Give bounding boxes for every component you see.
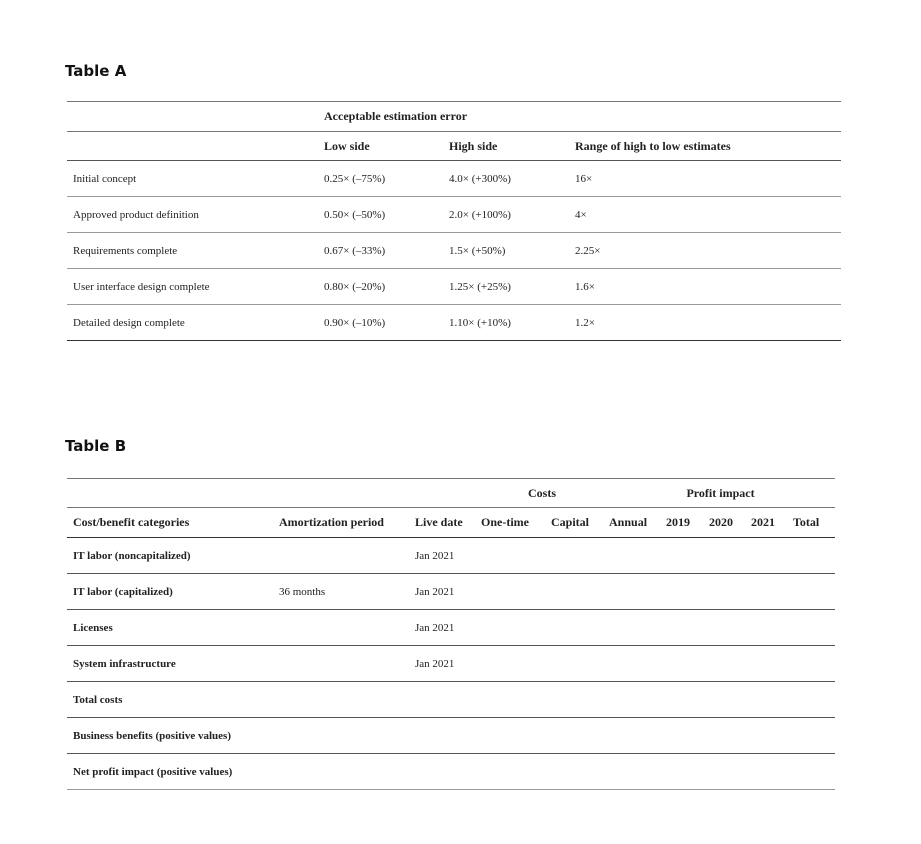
empty-cell bbox=[548, 610, 606, 646]
empty-cell bbox=[748, 610, 790, 646]
live-date-value: Jan 2021 bbox=[409, 610, 478, 646]
empty-cell bbox=[663, 610, 706, 646]
column-header-row bbox=[67, 508, 835, 538]
table-a-title: Table A bbox=[65, 62, 127, 80]
phase-label: Initial concept bbox=[67, 161, 318, 197]
empty-cell bbox=[478, 682, 548, 718]
profit-impact-header: Profit impact bbox=[606, 479, 835, 508]
amortization-value: 36 months bbox=[273, 574, 409, 610]
empty-cell bbox=[478, 646, 548, 682]
range-value: 1.6× bbox=[569, 269, 841, 305]
amortization-value bbox=[273, 682, 409, 718]
range-value: 16× bbox=[569, 161, 841, 197]
empty-header-cell bbox=[67, 479, 478, 508]
phase-label: User interface design complete bbox=[67, 269, 318, 305]
amortization-value bbox=[273, 718, 409, 754]
costs-header: Costs bbox=[478, 479, 606, 508]
amortization-value bbox=[273, 538, 409, 574]
empty-cell bbox=[606, 610, 663, 646]
empty-cell bbox=[706, 718, 748, 754]
column-header bbox=[67, 132, 318, 161]
category-label: Total costs bbox=[67, 682, 273, 718]
empty-cell bbox=[790, 682, 835, 718]
category-label: System infrastructure bbox=[67, 646, 273, 682]
empty-cell bbox=[748, 682, 790, 718]
table-row bbox=[67, 305, 841, 341]
empty-cell bbox=[548, 718, 606, 754]
empty-cell bbox=[748, 718, 790, 754]
amortization-value bbox=[273, 610, 409, 646]
low-value: 0.80× (–20%) bbox=[318, 269, 443, 305]
phase-label: Detailed design complete bbox=[67, 305, 318, 341]
amortization-value bbox=[273, 646, 409, 682]
low-value: 0.50× (–50%) bbox=[318, 197, 443, 233]
category-label: IT labor (capitalized) bbox=[67, 574, 273, 610]
annual-header: Annual bbox=[606, 508, 663, 538]
live-date-header: Live date bbox=[409, 508, 478, 538]
empty-cell bbox=[478, 610, 548, 646]
high-value: 2.0× (+100%) bbox=[443, 197, 569, 233]
live-date-value bbox=[409, 754, 478, 790]
empty-cell bbox=[790, 754, 835, 790]
live-date-value: Jan 2021 bbox=[409, 538, 478, 574]
empty-cell bbox=[790, 574, 835, 610]
low-side-header: Low side bbox=[318, 132, 443, 161]
empty-cell bbox=[606, 682, 663, 718]
table-row bbox=[67, 538, 835, 574]
empty-cell bbox=[663, 574, 706, 610]
table-row bbox=[67, 574, 835, 610]
group-header-row bbox=[67, 479, 835, 508]
high-value: 1.5× (+50%) bbox=[443, 233, 569, 269]
range-value: 1.2× bbox=[569, 305, 841, 341]
empty-cell bbox=[606, 718, 663, 754]
high-side-header: High side bbox=[443, 132, 569, 161]
year-2021-header: 2021 bbox=[748, 508, 790, 538]
amortization-header: Amortization period bbox=[273, 508, 409, 538]
live-date-value bbox=[409, 682, 478, 718]
empty-cell bbox=[790, 646, 835, 682]
empty-cell bbox=[706, 646, 748, 682]
category-label: IT labor (noncapitalized) bbox=[67, 538, 273, 574]
live-date-value: Jan 2021 bbox=[409, 646, 478, 682]
year-2020-header: 2020 bbox=[706, 508, 748, 538]
acceptable-error-header: Acceptable estimation error bbox=[318, 102, 841, 132]
high-value: 1.10× (+10%) bbox=[443, 305, 569, 341]
live-date-value: Jan 2021 bbox=[409, 574, 478, 610]
empty-cell bbox=[790, 610, 835, 646]
empty-cell bbox=[663, 682, 706, 718]
empty-cell bbox=[478, 538, 548, 574]
empty-cell bbox=[663, 646, 706, 682]
category-label: Net profit impact (positive values) bbox=[67, 754, 273, 790]
low-value: 0.25× (–75%) bbox=[318, 161, 443, 197]
live-date-value bbox=[409, 718, 478, 754]
table-row bbox=[67, 682, 835, 718]
table-row bbox=[67, 161, 841, 197]
empty-header-cell bbox=[67, 102, 318, 132]
high-value: 1.25× (+25%) bbox=[443, 269, 569, 305]
empty-cell bbox=[606, 754, 663, 790]
empty-cell bbox=[706, 538, 748, 574]
empty-cell bbox=[478, 574, 548, 610]
low-value: 0.90× (–10%) bbox=[318, 305, 443, 341]
empty-cell bbox=[663, 538, 706, 574]
empty-cell bbox=[748, 754, 790, 790]
empty-cell bbox=[606, 646, 663, 682]
empty-cell bbox=[748, 646, 790, 682]
category-label: Licenses bbox=[67, 610, 273, 646]
category-label: Business benefits (positive values) bbox=[67, 718, 273, 754]
table-row bbox=[67, 610, 835, 646]
empty-cell bbox=[548, 538, 606, 574]
column-header-row bbox=[67, 132, 841, 161]
empty-cell bbox=[748, 574, 790, 610]
empty-cell bbox=[548, 682, 606, 718]
table-row bbox=[67, 197, 841, 233]
empty-cell bbox=[548, 754, 606, 790]
empty-cell bbox=[548, 574, 606, 610]
group-header-row bbox=[67, 102, 841, 132]
empty-cell bbox=[790, 538, 835, 574]
empty-cell bbox=[748, 538, 790, 574]
empty-cell bbox=[706, 610, 748, 646]
empty-cell bbox=[706, 754, 748, 790]
table-row bbox=[67, 754, 835, 790]
low-value: 0.67× (–33%) bbox=[318, 233, 443, 269]
high-value: 4.0× (+300%) bbox=[443, 161, 569, 197]
empty-cell bbox=[663, 754, 706, 790]
one-time-header: One-time bbox=[478, 508, 548, 538]
range-header: Range of high to low estimates bbox=[569, 132, 841, 161]
categories-header: Cost/benefit categories bbox=[67, 508, 273, 538]
phase-label: Approved product definition bbox=[67, 197, 318, 233]
empty-cell bbox=[548, 646, 606, 682]
empty-cell bbox=[478, 754, 548, 790]
empty-cell bbox=[606, 574, 663, 610]
table-b-title: Table B bbox=[65, 437, 127, 455]
empty-cell bbox=[790, 718, 835, 754]
empty-cell bbox=[663, 718, 706, 754]
empty-cell bbox=[478, 718, 548, 754]
table-row bbox=[67, 718, 835, 754]
empty-cell bbox=[606, 538, 663, 574]
phase-label: Requirements complete bbox=[67, 233, 318, 269]
amortization-value bbox=[273, 754, 409, 790]
year-2019-header: 2019 bbox=[663, 508, 706, 538]
empty-cell bbox=[706, 682, 748, 718]
cost-benefit-table bbox=[67, 478, 835, 790]
table-row bbox=[67, 269, 841, 305]
capital-header: Capital bbox=[548, 508, 606, 538]
table-row bbox=[67, 233, 841, 269]
range-value: 4× bbox=[569, 197, 841, 233]
range-value: 2.25× bbox=[569, 233, 841, 269]
estimation-error-table bbox=[67, 101, 841, 341]
total-header: Total bbox=[790, 508, 835, 538]
table-row bbox=[67, 646, 835, 682]
empty-cell bbox=[706, 574, 748, 610]
